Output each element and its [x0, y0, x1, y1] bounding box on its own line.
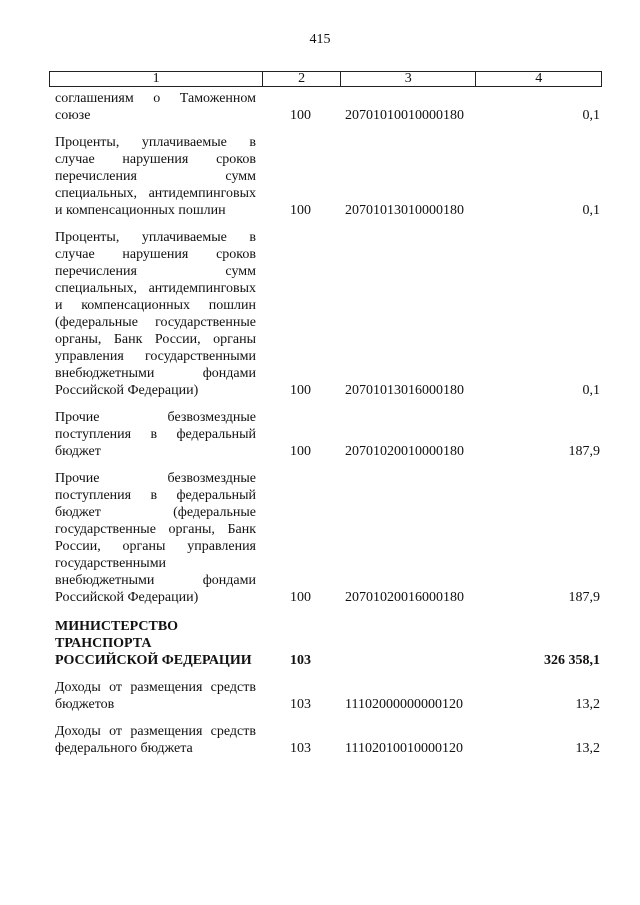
row-name: соглашениям о Таможенном союзе: [55, 91, 256, 123]
row-amount: 13,2: [575, 741, 600, 756]
row-classifier: 11102010010000120: [345, 741, 463, 756]
row-code: 100: [290, 108, 311, 123]
row-code: 100: [290, 590, 311, 605]
table-row-ministry: [55, 618, 600, 669]
column-header-1: 1: [50, 72, 263, 86]
row-amount: 0,1: [582, 203, 600, 218]
row-name: Проценты, уплачиваемые в случае нарушения сроков перечисления сумм специальных, антидемпинговых и компенсационных пошлин (федеральные государственные органы, Банк России, органы управления государственными внебюджетными фондами Российской Федерации): [55, 230, 256, 398]
row-amount: 326 358,1: [544, 653, 600, 668]
row-classifier: 11102000000000120: [345, 697, 463, 712]
table-row: [55, 723, 600, 757]
row-code: 100: [290, 203, 311, 218]
row-code: 103: [290, 653, 311, 668]
table-row: [55, 90, 600, 124]
row-classifier: 20701020010000180: [345, 444, 464, 459]
row-name: Прочие безвозмездные поступления в федеральный бюджет: [55, 410, 256, 459]
row-classifier: 20701010010000180: [345, 108, 464, 123]
column-header-2: 2: [263, 72, 341, 86]
row-code: 103: [290, 697, 311, 712]
page-number: 415: [309, 32, 331, 47]
column-header-4: 4: [535, 71, 543, 86]
row-classifier: 20701013010000180: [345, 203, 464, 218]
row-code: 100: [290, 383, 311, 398]
row-name: Доходы от размещения средств бюджетов: [55, 680, 256, 712]
table-row: [55, 679, 600, 713]
table-row: [55, 229, 600, 399]
row-name: Прочие безвозмездные поступления в федеральный бюджет (федеральные государственные органы, Банк России, органы управления государственными внебюджетными фондами Российской Федерации): [55, 471, 256, 605]
row-code: 100: [290, 444, 311, 459]
table-row: [55, 470, 600, 606]
row-name: МИНИСТЕРСТВО ТРАНСПОРТА РОССИЙСКОЙ ФЕДЕРАЦИИ: [55, 619, 252, 668]
row-name: Проценты, уплачиваемые в случае нарушения сроков перечисления сумм специальных, антидемпинговых и компенсационных пошлин: [55, 135, 256, 218]
row-classifier: 20701020016000180: [345, 590, 464, 605]
row-name: Доходы от размещения средств федерального бюджета: [55, 724, 256, 756]
table-header: [49, 71, 602, 87]
row-amount: 0,1: [582, 108, 600, 123]
table-body: [55, 90, 600, 763]
column-header-3: 3: [341, 72, 477, 86]
row-amount: 187,9: [568, 590, 600, 605]
table-row: [55, 134, 600, 219]
table-row: [55, 409, 600, 460]
row-amount: 187,9: [568, 444, 600, 459]
row-amount: 13,2: [575, 697, 600, 712]
row-code: 103: [290, 741, 311, 756]
row-classifier: 20701013016000180: [345, 383, 464, 398]
row-amount: 0,1: [582, 383, 600, 398]
